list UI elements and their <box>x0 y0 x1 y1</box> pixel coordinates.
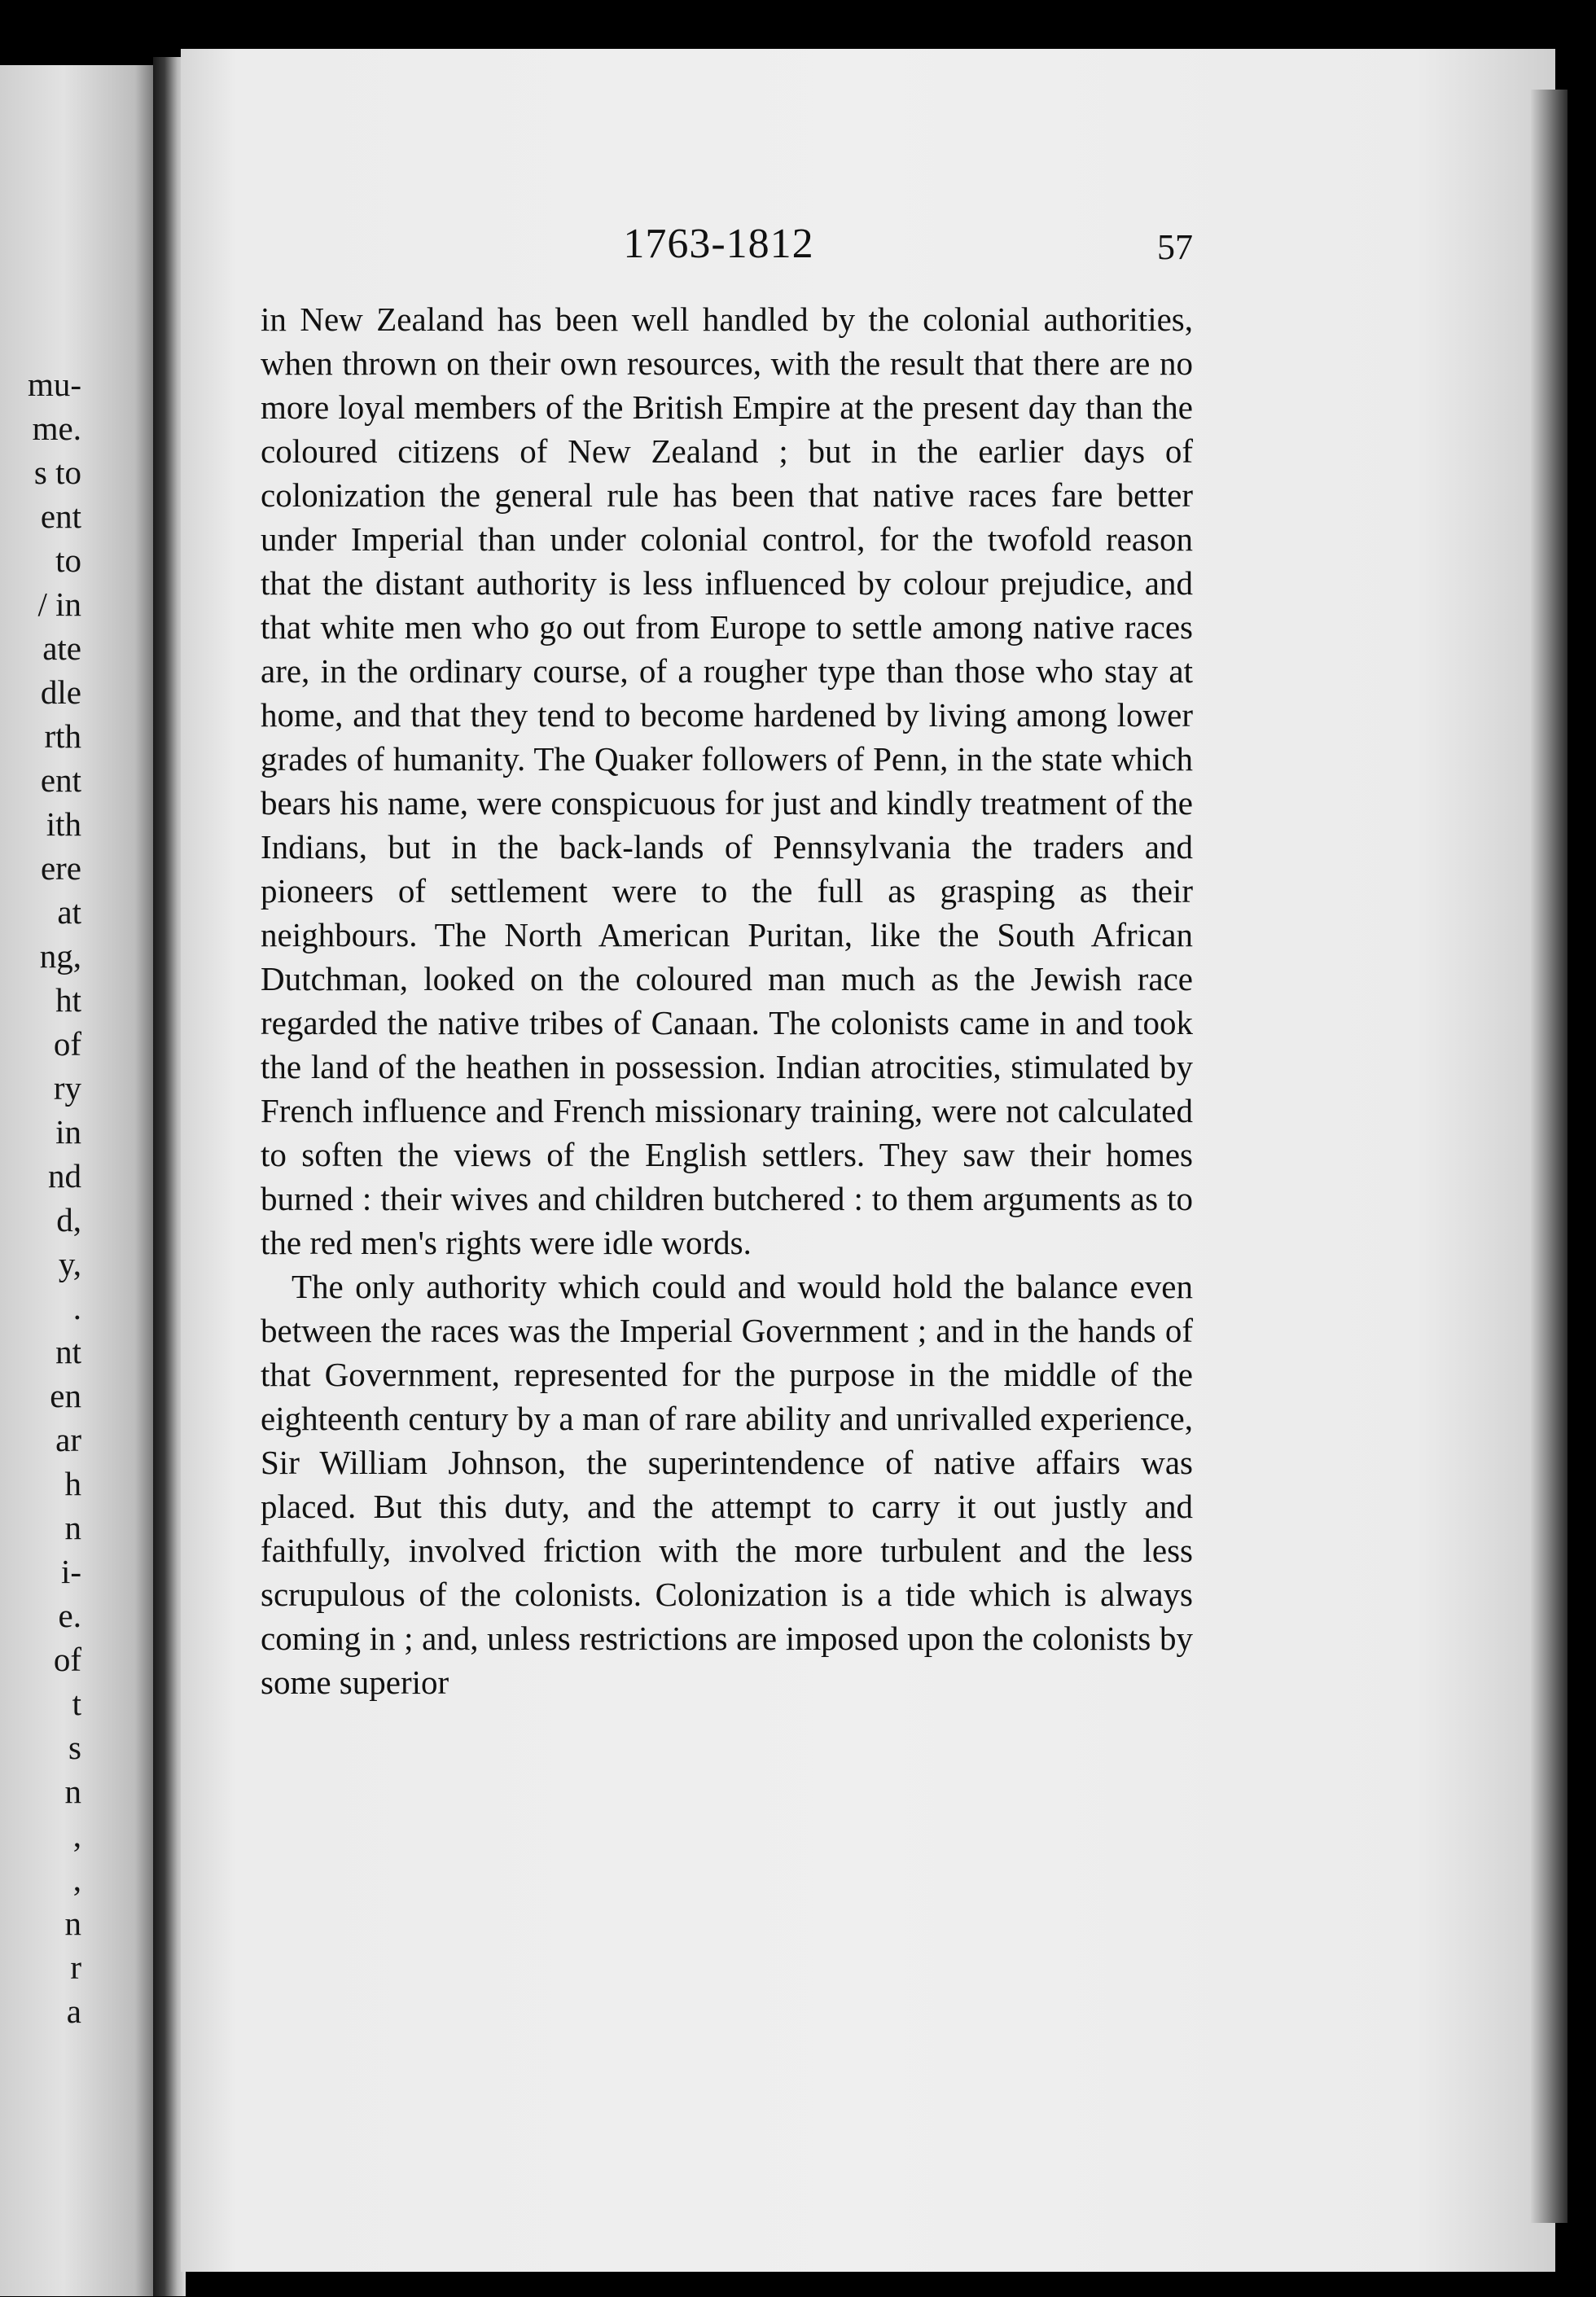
previous-page-line: ith <box>46 805 81 843</box>
previous-page-line: h <box>64 1465 81 1502</box>
previous-page-line: ent <box>40 498 81 535</box>
page-number: 57 <box>1157 227 1193 267</box>
previous-page-line: nt <box>55 1333 81 1370</box>
previous-page-line: ent <box>40 761 81 799</box>
previous-page-line: ar <box>55 1421 81 1458</box>
page-edge-shadow <box>1531 90 1568 2223</box>
previous-page-line: of <box>53 1025 81 1063</box>
previous-page-line: me. <box>32 410 81 447</box>
previous-page-text-fragment <box>0 362 81 2033</box>
previous-page-line: ate <box>42 629 81 667</box>
previous-page-line: ng, <box>39 937 81 975</box>
previous-page-line: n <box>64 1773 81 1810</box>
paragraph-2: The only authority which could and would hold the balance even between the races was the Imperial Government ; and in the hands of that Government, represented for the purpose in the middle of the eighteenth century by a man of rare ability and unrivalled experience, Sir William Johnson, the superintendence of native affairs was placed. But this duty, and the attempt to carry it out justly and faithfully, involved friction with the more turbulent and the less scrupulous of the colonists. Colonization is a tide which is always coming in ; and, unless restrictions are imposed upon the colonists by some superior <box>261 1268 1193 1701</box>
previous-page-line: to <box>55 541 81 579</box>
previous-page-line: t <box>72 1685 81 1722</box>
previous-page-line: ht <box>55 981 81 1019</box>
running-head <box>244 220 1193 277</box>
previous-page-line: n <box>64 1905 81 1942</box>
previous-page-line: at <box>57 893 81 931</box>
previous-page-line: in <box>55 1113 81 1151</box>
previous-page-line: mu- <box>27 366 81 403</box>
previous-page-line: s to <box>33 454 81 491</box>
previous-page-edge <box>0 65 159 2296</box>
previous-page-line: y, <box>58 1245 81 1282</box>
previous-page-line: ere <box>40 849 81 887</box>
body-text <box>261 297 1193 1704</box>
previous-page-line: en <box>50 1377 81 1414</box>
previous-page-line: ry <box>53 1069 81 1107</box>
previous-page-line: s <box>68 1729 81 1766</box>
running-title: 1763-1812 <box>623 221 814 267</box>
previous-page-line: rth <box>44 717 81 755</box>
previous-page-line: / in <box>37 585 81 623</box>
previous-page-line: a <box>66 1992 81 2030</box>
previous-page-line: r <box>70 1949 81 1986</box>
previous-page-line: i- <box>60 1553 81 1590</box>
previous-page-line: d, <box>56 1201 81 1238</box>
previous-page-line: , <box>72 1817 81 1854</box>
previous-page-line: n <box>64 1509 81 1546</box>
previous-page-line: . <box>72 1289 81 1326</box>
previous-page-line: e. <box>58 1597 81 1634</box>
paragraph-1: in New Zealand has been well handled by the colonial authorities, when thrown on their own resources, with the result that there are no more loyal members of the British Empire at the present day than the coloured citizens of New Zealand ; but in the earlier days of colonization the general rule has been that native races fare better under Imperial than under colonial control, for the twofold reason that the distant authority is less influenced by colour prejudice, and that white men who go out from Europe to settle among native races are, in the ordinary course, of a rougher type than those who stay at home, and that they tend to become hardened by living among lower grades of humanity. The Quaker followers of Penn, in the state which bears his name, were conspicuous for just and kindly treatment of the Indians, but in the back-lands of Pennsylvania the traders and pioneers of settlement were to the full as grasping as their neighbours. The North American Puritan, like the South African Dutchman, looked on the coloured man much as the Jewish race regarded the native tribes of Canaan. The colonists came in and took the land of the heathen in possession. Indian atrocities, stimulated by French influence and French missionary training, were not calculated to soften the views of the English settlers. They saw their homes burned : their wives and children butchered : to them arguments as to the red men's rights were idle words. <box>261 300 1193 1261</box>
previous-page-line: dle <box>40 673 81 711</box>
previous-page-line: of <box>53 1641 81 1678</box>
previous-page-line: nd <box>48 1157 81 1195</box>
previous-page-line: , <box>72 1861 81 1898</box>
